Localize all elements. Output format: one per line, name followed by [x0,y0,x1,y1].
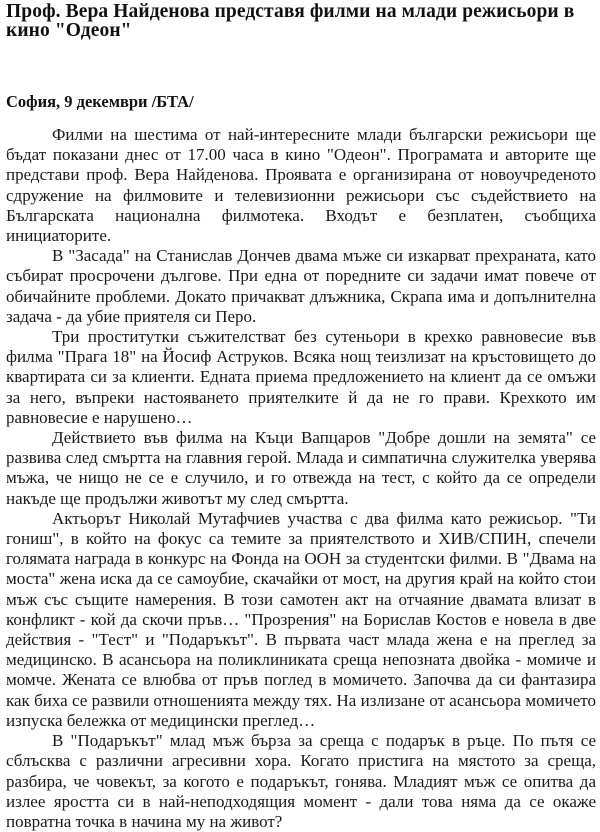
paragraph: Филми на шестима от най-интересните млади български режисьори ще бъдат показани днес от 17.00 часа в кино "Одеон". Програмата и авторите ще представи проф. Вера Найденова. Проявата е организирана от новоучреденото сдружение на филмовите и телевизионни режисьори със съдействието на Българската национална филмотека. Входът е безплатен, съобщиха инициаторите. [6,125,596,246]
paragraph: Три проститутки съжителстват без сутеньори в крехко равновесие във филма "Прага 18" на Йосиф Аструков. Всяка нощ теизлизат на кръстовището до квартирата си за клиенти. Едната приема предложението на клиент да се омъжи за него, въпреки настояването приятелките й да не го прави. Крехкото им равновесие е нарушено… [6,327,596,427]
article-title: Проф. Вера Найденова представя филми на млади режисьори в кино "Одеон" [6,1,575,41]
paragraph: В "Засада" на Станислав Дончев двама мъже си изкарват прехраната, като събират просрочени дългове. При една от поредните си задачи имат повече от обичайните проблеми. Докато причакват длъжника, Скрапа има и допълнителна задача - да убие приятеля си Перо. [6,246,596,326]
article-dateline: София, 9 декември /БТА/ [6,92,194,111]
paragraph: Действието във филма на Къци Вапцаров "Добре дошли на земята" се развива след смъртта на главния герой. Млада и симпатична служителка уверява мъжа, че нищо не се е случило, и го отвежда на тест, с който да се определи накъде ще продължи животът му след смъртта. [6,428,596,508]
article [6,2,596,832]
paragraph: В "Подаръкът" млад мъж бърза за среща с подарък в ръце. По пътя се сблъсква с различни агресивни хора. Когато пристига на мястото за среща, разбира, че човекът, за когото е подаръкът, гонява. Младият мъж се опитва да излее яростта си в най-неподходящия момент - дали това няма да се окаже повратна точка в начина му на живот? [6,731,596,831]
paragraph: Актьорът Николай Мутафчиев участва с два филма като режисьор. "Ти гониш", в който на фокус са темите за приятелството и ХИВ/СПИН, спечели голямата награда в конкурс на Фонда на ООН за студентски филми. В "Двама на моста" жена иска да се самоубие, скачайки от мост, на другия край на който стои мъж със същите намерения. В този самотен акт на отчаяние двамата влизат в конфликт - кой да скочи пръв… "Прозрения" на Борислав Костов е новела в две действия - "Тест" и "Подаръкът". В първата част млада жена е на преглед за медицинско. В асансьора на поликлиниката среща непозната двойка - момиче и момче. Жената се влюбва от пръв поглед в момичето. Започва да си фантазира как биха се развили отношенията между тях. На излизане от асансьора момичето изпуска бележка от медицински преглед… [6,508,596,730]
article-body [6,125,596,832]
